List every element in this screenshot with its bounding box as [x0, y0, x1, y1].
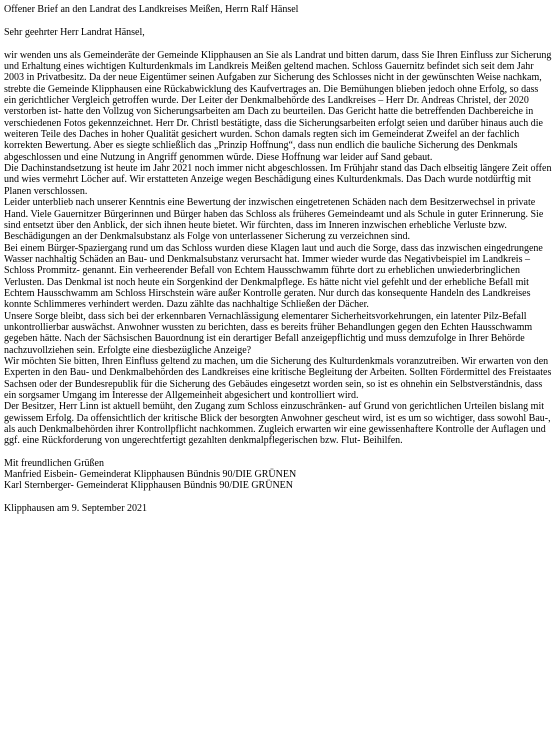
body-paragraph: wir wenden uns als Gemeinderäte der Gemeinde Klipphausen an Sie als Landrat und bitten darum, dass Sie Ihren Einfluss zur Sicherung und Erhaltung eines wichtigen Kulturdenkmals im Landkreis Meißen geltend machen. Schloss Gauernitz befindet sich seit dem Jahr 2003 in Privatbesitz. Da der neue Eigentümer seinen Aufgaben zur Sicherung des Schlosses nicht in der gewünschten Weise nachkam, strebte die Gemeinde Klipphausen eine Rückabwicklung des Kaufvertrages an. Die Bemühungen blieben jedoch ohne Erfolg, so dass ein gerichtlicher Vergleich getroffen wurde. Der Leiter der Denkmalbehörde des Landkreises – Herr Dr. Andreas Christel, der 2020 verstorben ist- hatte den Vollzug von Sicherungsarbeiten am Dach zu beurteilen. Das Gericht hatte die betreffenden Dachbereiche in verschiedenen Fotos gekennzeichnet. Herr Dr. Christl bestätigte, dass die Sicherungsarbeiten erfolgt seien und darüber hinaus auch die weiteren Teile des Daches in hoher Qualität gesichert wurden. Schon damals regten sich im Gemeinderat Zweifel an der fachlich korrekten Bewertung. Aber es siegte schließlich das „Prinzip Hoffnung“, dass nun endlich die bauliche Sicherung des Denkmals abgeschlossen und eine Nutzung in Angriff genommen würde. Diese Hoffnung war leider auf Sand gebaut. [4, 49, 552, 163]
body-paragraph: Bei einem Bürger-Spaziergang rund um das Schloss wurden diese Klagen laut und auch die Sorge, dass das inzwischen eingedrungene Wasser nachhaltig Schäden an Bau- und Denkmalsubstanz verursacht hat. Immer wieder wurde das Negativbeispiel im Landkreis – Schloss Prommitz- genannt. Ein verheerender Befall von Echtem Hausschwamm führte dort zu erheblichen unwiederbringlichen Verlusten. Das Denkmal ist noch heute ein Sorgenkind der Denkmalpflege. Es hätte nicht viel gefehlt und der erhebliche Befall mit Echtem Hausschwamm am Schloss Hirschstein wäre außer Kontrolle geraten. Nur durch das konsequente Handeln des Landkreises konnte Schlimmeres verhindert werden. Dazu zählte das nachhaltige Schließen der Dächer. [4, 242, 543, 311]
closing: Mit freundlichen Grüßen [4, 457, 104, 469]
signature-line: Manfried Eisbein- Gemeinderat Klipphausen Bündnis 90/DIE GRÜNEN [4, 469, 297, 481]
body-paragraph: Der Besitzer, Herr Linn ist aktuell bemüht, den Zugang zum Schloss einzuschränken- auf Grund von gerichtlichen Urteilen bislang mit gewissem Erfolg. Da offensichtlich der kritische Blick der besorgten Anwohner gescheut wird, ist es um so wichtiger, dass sowohl Bau-, als auch Denkmalbehörden ihrer Kontrollpflicht nachkommen. Zugleich erwarten wir eine gewissenhaftere Kontrolle der Auflagen und ggf. eine Rückforderung von ungerechtfertigt gezahlten denkmalpflegerischen bzw. Flut- Beihilfen. [4, 401, 551, 447]
salutation: Sehr geehrter Herr Landrat Hänsel, [4, 27, 145, 39]
letter-heading: Offener Brief an den Landrat des Landkreises Meißen, Herrn Ralf Hänsel [4, 4, 299, 15]
body-paragraph: Die Dachinstandsetzung ist heute im Jahr 2021 noch immer nicht abgeschlossen. Im Frühjahr stand das Dach elbseitig längere Zeit offen und wies vermehrt Löcher auf. Wir erstatteten Anzeige wegen Beschädigung eines Kulturdenkmals. Das Dach wurde notdürftig mit Planen verschlossen. [4, 163, 552, 197]
place-date: Klipphausen am 9. September 2021 [4, 502, 148, 514]
letter-page [4, 4, 552, 514]
letter-body [4, 50, 552, 447]
body-paragraph: Unsere Sorge bleibt, dass sich bei der erkennbaren Vernachlässigung elementarer Sicherheitsvorkehrungen, ein latenter Pilz-Befall unkontrollierbar auswächst. Anwohner wussten zu berichten, dass es bereits früher Behandlungen gegen den Echten Hausschwamm gegeben hätte. Nach der Sächsischen Bauordnung ist ein derartiger Befall anzeigepflichtig und muss demzufolge in Ihrer Behörde nachzuvollziehen sein. Erfolgte eine diesbezügliche Anzeige? [4, 310, 533, 356]
body-paragraph: Leider unterblieb nach unserer Kenntnis eine Bewertung der inzwischen eingetretenen Schäden nach dem Besitzerwechsel in private Hand. Viele Gauernitzer Bürgerinnen und Bürger haben das Schloss als früheres Gemeindeamt und als Schule in guter Erinnerung. Sie sind entsetzt über den Anblick, der sich ihnen heute bietet. Wir fürchten, dass im Inneren inzwischen erhebliche Verluste bzw. Beschädigungen an der Denkmalsubstanz als Folge von unterlassener Sicherung zu verzeichnen sind. [4, 197, 544, 243]
signature-line: Karl Sternberger- Gemeinderat Klipphausen Bündnis 90/DIE GRÜNEN [4, 480, 293, 492]
body-paragraph: Wir möchten Sie bitten, Ihren Einfluss geltend zu machen, um die Sicherung des Kulturdenkmals voranzutreiben. Wir erwarten von den Experten in den Bau- und Denkmalbehörden des Landkreises eine kritische Begleitung der Arbeiten. Sollten Fördermittel des Freistaates Sachsen oder der Bundesrepublik für die Sicherung des Gebäudes eingesetzt worden sein, so ist es ohnehin ein Selbstverständnis, dass ein sorgsamer Umgang im Interesse der Allgemeinheit abgesichert und kontrolliert wird. [4, 355, 552, 401]
